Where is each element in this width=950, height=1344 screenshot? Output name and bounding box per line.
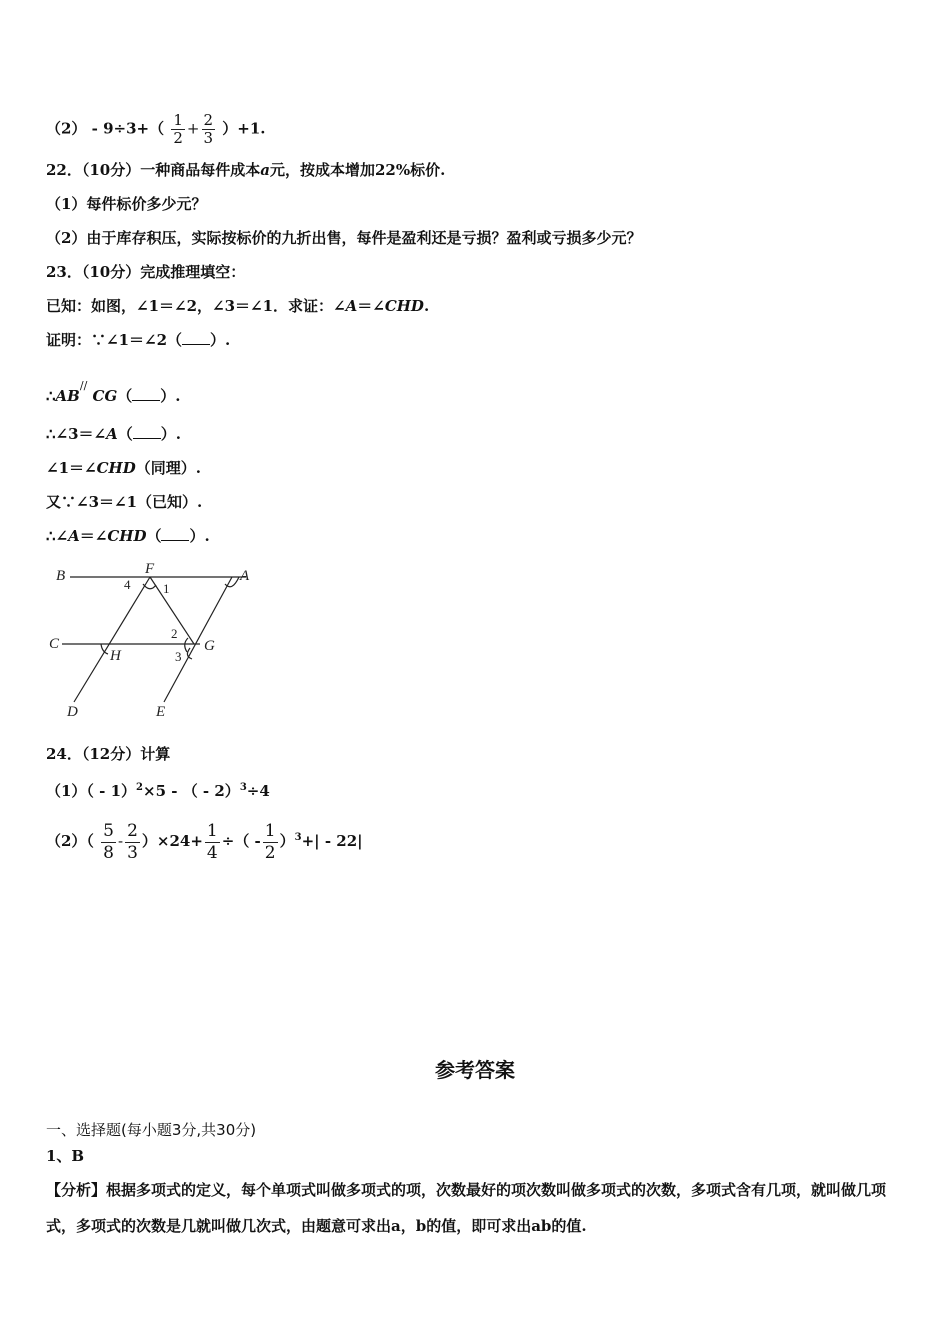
s5-A: A — [68, 527, 80, 545]
proof-a: 证明：∵∠1＝∠2（ — [46, 331, 183, 349]
s5-c: （ — [146, 527, 162, 545]
numerator: 5 — [103, 820, 114, 841]
s1-AB: AB — [55, 387, 80, 405]
label-C: C — [49, 636, 60, 652]
q23-step4: 又∵∠3＝∠1（已知）. — [46, 493, 203, 511]
numerator: 2 — [203, 111, 214, 129]
q23-step5 — [46, 526, 210, 546]
sub1-b: ×5 - （ - 2） — [143, 782, 240, 800]
denominator: 3 — [203, 129, 214, 147]
parallel-symbol: // — [79, 379, 88, 392]
numerator: 2 — [127, 820, 138, 841]
s3-b: （同理）. — [135, 459, 201, 477]
q23-step2 — [46, 424, 181, 444]
answer-blank[interactable] — [182, 330, 210, 345]
geometry-figure — [44, 560, 264, 722]
fraction — [125, 821, 140, 864]
answer-blank[interactable] — [132, 386, 160, 401]
label-F: F — [145, 561, 155, 577]
minus-sign: - — [118, 832, 124, 850]
answer-analysis: 【分析】根据多项式的定义，每个单项式叫做多项式的项，次数最好的项次数叫做多项式的次数，多项式含有几项，就叫做几项式，多项式的次数是几就叫做几次式，由题意可求出a，b的值，即可求出ab的值. — [46, 1181, 887, 1235]
q21-expr-end: ）+1. — [222, 119, 266, 138]
fraction — [205, 821, 220, 864]
denominator: 3 — [127, 842, 138, 863]
q24-sub1 — [46, 778, 270, 801]
line-FD — [74, 577, 150, 702]
given-A: A — [345, 297, 358, 315]
sub1-c: ÷4 — [246, 782, 270, 800]
sub2-label: （2）（ — [46, 832, 94, 850]
denominator: 2 — [173, 129, 183, 147]
denominator: 2 — [264, 842, 276, 863]
s3-a: ∠1＝∠ — [46, 459, 97, 477]
s5-a: ∴∠ — [46, 527, 69, 545]
sub2-close: ） — [279, 832, 295, 850]
q24-sub2 — [46, 818, 363, 864]
s2-a: ∴∠3＝∠ — [46, 425, 107, 443]
s1-b: （ — [117, 387, 133, 405]
angle-arc-G — [185, 638, 188, 652]
label-B: B — [56, 568, 66, 584]
exponent: 3 — [294, 832, 302, 843]
s3-CHD: CHD — [96, 459, 136, 477]
given-CHD: CHD — [384, 297, 424, 315]
fraction — [101, 821, 116, 864]
s1-CG: CG — [92, 387, 118, 405]
sub2-div: ÷（ - — [221, 832, 261, 850]
sub1-a: （1）（ - 1） — [46, 782, 137, 800]
numerator: 1 — [206, 820, 218, 841]
answer-blank[interactable] — [133, 424, 161, 439]
fraction — [171, 112, 185, 147]
fraction — [263, 821, 278, 864]
q22-stem-b: 元，按成本增加22%标价. — [269, 161, 446, 179]
given-a: 已知：如图，∠1＝∠2，∠3＝∠1．求证：∠ — [46, 297, 346, 315]
s1-c: ）. — [160, 387, 181, 405]
label-A: A — [240, 568, 250, 584]
answer-1: 1、B — [46, 1147, 85, 1165]
q21-part2 — [46, 112, 266, 147]
answers-title: 参考答案 — [435, 1058, 515, 1082]
answers-section: 一、选择题(每小题3分,共30分) — [46, 1121, 257, 1139]
fraction — [202, 112, 216, 147]
q24-stem: 24．（12分）计算 — [46, 745, 171, 763]
var-a: a — [260, 161, 270, 179]
q21-part2-label: （2） — [46, 119, 87, 138]
given-b: ＝∠ — [357, 297, 385, 315]
exponent: 2 — [136, 782, 144, 793]
q23-given — [46, 296, 429, 316]
sub2-mid: ）×24+ — [141, 832, 203, 850]
angle-arc-H — [101, 644, 108, 654]
numerator: 1 — [173, 111, 183, 129]
s2-c: ）. — [160, 425, 182, 443]
exponent: 3 — [239, 782, 247, 793]
q22-stem — [46, 160, 445, 180]
proof-b: ）. — [210, 331, 231, 349]
label-H: H — [110, 648, 121, 664]
q22-sub2: （2）由于库存积压，实际按标价的九折出售，每件是盈利还是亏损？盈利或亏损多少元？ — [46, 229, 642, 247]
s1-a: ∴ — [46, 387, 56, 405]
label-angle-3: 3 — [175, 649, 182, 664]
answer-blank[interactable] — [161, 526, 189, 541]
label-angle-4: 4 — [124, 577, 131, 592]
denominator: 8 — [103, 842, 114, 863]
q22-sub1: （1）每件标价多少元？ — [46, 195, 207, 213]
s2-A: A — [106, 425, 118, 443]
angle-arc-A — [225, 577, 239, 587]
s5-d: ）. — [189, 527, 210, 545]
label-angle-1: 1 — [163, 581, 170, 596]
label-angle-2: 2 — [171, 626, 178, 641]
q23-step1 — [46, 376, 181, 406]
s2-b: （ — [117, 425, 133, 443]
q23-proof-start — [46, 330, 230, 350]
given-c: . — [423, 297, 430, 315]
label-E: E — [156, 704, 166, 720]
label-G: G — [204, 638, 215, 654]
sub2-tail: +| - 22| — [301, 832, 363, 850]
plus-sign: + — [186, 119, 200, 138]
numerator: 1 — [264, 820, 276, 841]
s5-b: ＝∠ — [79, 527, 108, 545]
q23-step3 — [46, 458, 201, 478]
s5-CHD: CHD — [107, 527, 147, 545]
label-D: D — [67, 704, 78, 720]
q21-expr-start: - 9÷3+（ — [91, 119, 165, 138]
denominator: 4 — [206, 842, 218, 863]
q23-stem: 23．（10分）完成推理填空： — [46, 263, 246, 281]
q22-stem-a: 22．（10分）一种商品每件成本 — [46, 161, 261, 179]
